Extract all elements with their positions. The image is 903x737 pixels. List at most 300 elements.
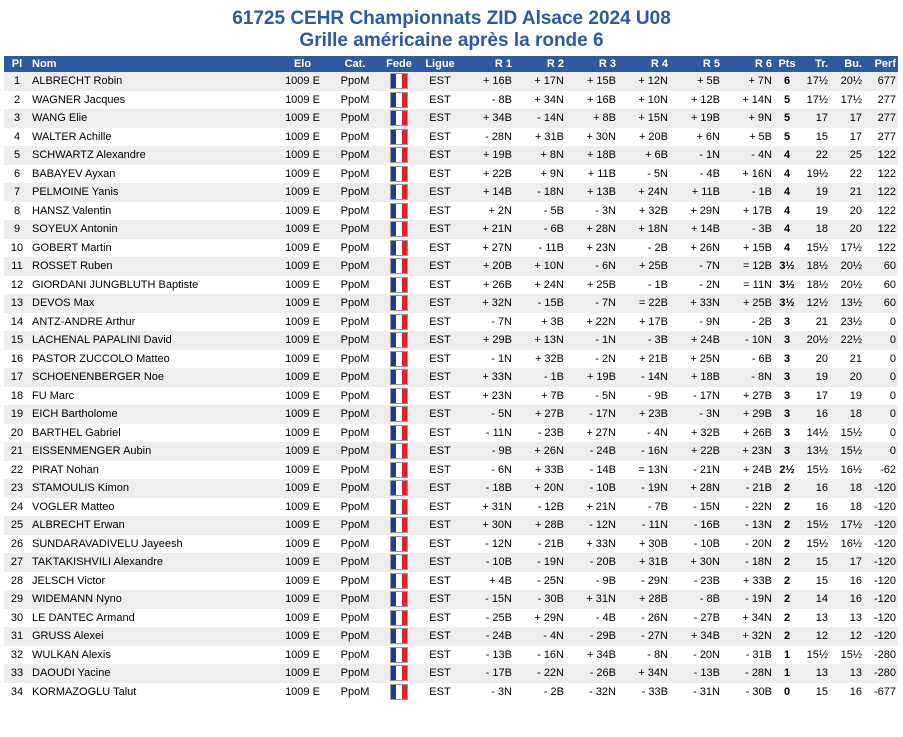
cell-r3: - 12N: [566, 516, 618, 535]
cell-r5: - 23B: [670, 572, 722, 591]
player-name[interactable]: EISSENMENGER Aubin: [30, 442, 275, 461]
cell-fede: [380, 683, 418, 702]
cell-bu: 17: [830, 128, 864, 147]
france-flag-icon: [390, 332, 408, 348]
cell-tr: 14: [800, 590, 830, 609]
cell-ligue: EST: [418, 257, 462, 276]
cell-tr: 15½: [800, 516, 830, 535]
player-name[interactable]: WANG Elie: [30, 109, 275, 128]
player-name[interactable]: WIDEMANN Nyno: [30, 590, 275, 609]
cell-r5: + 14B: [670, 220, 722, 239]
player-name[interactable]: JELSCH Victor: [30, 572, 275, 591]
cell-fede: [380, 239, 418, 258]
table-row: [4, 609, 898, 628]
cell-tr: 20: [800, 350, 830, 369]
cell-perf: 0: [864, 331, 898, 350]
cell-r4: - 27N: [618, 627, 670, 646]
cell-r2: - 11B: [514, 239, 566, 258]
player-name[interactable]: FU Marc: [30, 387, 275, 406]
cell-r4: - 9B: [618, 387, 670, 406]
player-name[interactable]: SCHOENENBERGER Noe: [30, 368, 275, 387]
france-flag-icon: [390, 203, 408, 219]
cell-pl: 17: [4, 368, 30, 387]
player-name[interactable]: DEVOS Max: [30, 294, 275, 313]
cell-r2: + 33B: [514, 461, 566, 480]
cell-r4: - 14N: [618, 368, 670, 387]
cell-r1: + 34B: [462, 109, 514, 128]
cell-r4: - 16N: [618, 442, 670, 461]
cell-ligue: EST: [418, 128, 462, 147]
player-name[interactable]: BABAYEV Ayxan: [30, 165, 275, 184]
cell-r6: + 5B: [722, 128, 774, 147]
cell-r6: - 19N: [722, 590, 774, 609]
table-row: [4, 479, 898, 498]
cell-r3: + 27N: [566, 424, 618, 443]
cell-perf: -120: [864, 516, 898, 535]
cell-r3: + 16B: [566, 91, 618, 110]
cell-r6: - 20N: [722, 535, 774, 554]
cell-ligue: EST: [418, 313, 462, 332]
cell-r3: + 13B: [566, 183, 618, 202]
cell-pl: 12: [4, 276, 30, 295]
table-row: [4, 202, 898, 221]
player-name[interactable]: KORMAZOGLU Talut: [30, 683, 275, 702]
player-name[interactable]: ROSSET Ruben: [30, 257, 275, 276]
cell-r5: + 19B: [670, 109, 722, 128]
header-bu[interactable]: Bu.: [830, 56, 864, 72]
cell-bu: 17½: [830, 91, 864, 110]
france-flag-icon: [390, 517, 408, 533]
cell-r5: - 1N: [670, 146, 722, 165]
cell-pts: 3: [774, 350, 800, 369]
cell-bu: 16½: [830, 535, 864, 554]
cell-tr: 16: [800, 405, 830, 424]
cell-r1: - 28N: [462, 128, 514, 147]
cell-ligue: EST: [418, 202, 462, 221]
table-row: [4, 590, 898, 609]
cell-tr: 13: [800, 609, 830, 628]
france-flag-icon: [390, 240, 408, 256]
cell-r4: - 29N: [618, 572, 670, 591]
header-r3[interactable]: R 3: [566, 56, 618, 72]
cell-tr: 17: [800, 109, 830, 128]
cell-r1: - 6N: [462, 461, 514, 480]
cell-fede: [380, 350, 418, 369]
cell-elo: 1009 E: [275, 294, 330, 313]
player-name[interactable]: GRUSS Alexei: [30, 627, 275, 646]
cell-bu: 12: [830, 627, 864, 646]
cell-r6: - 28N: [722, 664, 774, 683]
cell-fede: [380, 331, 418, 350]
cell-r6: - 6B: [722, 350, 774, 369]
table-row: [4, 424, 898, 443]
table-row: [4, 498, 898, 517]
cell-cat: PpoM: [330, 350, 380, 369]
cell-pl: 10: [4, 239, 30, 258]
table-row: [4, 405, 898, 424]
cell-r6: + 25B: [722, 294, 774, 313]
cell-fede: [380, 442, 418, 461]
cell-cat: PpoM: [330, 257, 380, 276]
player-name[interactable]: WULKAN Alexis: [30, 646, 275, 665]
cell-tr: 18½: [800, 276, 830, 295]
cell-r3: - 29B: [566, 627, 618, 646]
table-row: [4, 572, 898, 591]
cell-elo: 1009 E: [275, 683, 330, 702]
cell-r2: - 5B: [514, 202, 566, 221]
player-name[interactable]: SUNDARAVADIVELU Jayeesh: [30, 535, 275, 554]
cell-bu: 17½: [830, 516, 864, 535]
cell-pts: 3½: [774, 294, 800, 313]
cell-ligue: EST: [418, 331, 462, 350]
cell-pl: 27: [4, 553, 30, 572]
cell-bu: 19: [830, 387, 864, 406]
cell-r4: - 26N: [618, 609, 670, 628]
cell-bu: 13: [830, 664, 864, 683]
france-flag-icon: [390, 554, 408, 570]
france-flag-icon: [390, 628, 408, 644]
cell-cat: PpoM: [330, 516, 380, 535]
header-pts[interactable]: Pts: [774, 56, 800, 72]
player-name[interactable]: GIORDANI JUNGBLUTH Baptiste: [30, 276, 275, 295]
cell-r4: - 19N: [618, 479, 670, 498]
player-name[interactable]: PASTOR ZUCCOLO Matteo: [30, 350, 275, 369]
cell-r1: - 17B: [462, 664, 514, 683]
cell-r5: + 28N: [670, 479, 722, 498]
header-cat[interactable]: Cat.: [330, 56, 380, 72]
cell-pl: 13: [4, 294, 30, 313]
cell-tr: 18: [800, 220, 830, 239]
cell-perf: 122: [864, 183, 898, 202]
cell-r6: - 31B: [722, 646, 774, 665]
cell-cat: PpoM: [330, 646, 380, 665]
cell-pl: 31: [4, 627, 30, 646]
cell-r2: + 7B: [514, 387, 566, 406]
cell-tr: 12: [800, 627, 830, 646]
cell-cat: PpoM: [330, 91, 380, 110]
cell-elo: 1009 E: [275, 146, 330, 165]
player-name[interactable]: STAMOULIS Kimon: [30, 479, 275, 498]
cell-r6: - 18N: [722, 553, 774, 572]
france-flag-icon: [390, 610, 408, 626]
cell-tr: 19: [800, 183, 830, 202]
cell-perf: 122: [864, 165, 898, 184]
cell-fede: [380, 128, 418, 147]
cell-r1: - 3N: [462, 683, 514, 702]
cell-r1: - 11N: [462, 424, 514, 443]
cell-pl: 26: [4, 535, 30, 554]
cell-r3: - 17N: [566, 405, 618, 424]
header-perf[interactable]: Perf: [864, 56, 898, 72]
cell-ligue: EST: [418, 498, 462, 517]
header-nom[interactable]: Nom: [30, 56, 275, 72]
cell-elo: 1009 E: [275, 572, 330, 591]
cell-pts: 4: [774, 165, 800, 184]
header-r2[interactable]: R 2: [514, 56, 566, 72]
cell-r5: - 20N: [670, 646, 722, 665]
cell-fede: [380, 590, 418, 609]
cell-r1: - 24B: [462, 627, 514, 646]
cell-r2: + 24N: [514, 276, 566, 295]
cell-r4: - 7B: [618, 498, 670, 517]
cell-tr: 15½: [800, 646, 830, 665]
cell-r1: + 30N: [462, 516, 514, 535]
header-r1[interactable]: R 1: [462, 56, 514, 72]
cell-r3: + 30N: [566, 128, 618, 147]
cell-ligue: EST: [418, 479, 462, 498]
player-name[interactable]: ANTZ-ANDRE Arthur: [30, 313, 275, 332]
cell-r2: + 32B: [514, 350, 566, 369]
cell-cat: PpoM: [330, 627, 380, 646]
table-row: [4, 331, 898, 350]
cell-ligue: EST: [418, 572, 462, 591]
cell-r3: + 33N: [566, 535, 618, 554]
france-flag-icon: [390, 499, 408, 515]
table-row: [4, 664, 898, 683]
player-name[interactable]: PELMOINE Yanis: [30, 183, 275, 202]
player-name[interactable]: VOGLER Matteo: [30, 498, 275, 517]
cell-r2: - 4N: [514, 627, 566, 646]
cell-perf: 60: [864, 294, 898, 313]
cell-ligue: EST: [418, 165, 462, 184]
cell-r6: + 32N: [722, 627, 774, 646]
cell-cat: PpoM: [330, 683, 380, 702]
cell-fede: [380, 72, 418, 91]
cell-r2: - 18N: [514, 183, 566, 202]
cell-elo: 1009 E: [275, 590, 330, 609]
cell-r4: - 2B: [618, 239, 670, 258]
player-name[interactable]: ALBRECHT Robin: [30, 72, 275, 91]
cell-elo: 1009 E: [275, 498, 330, 517]
table-row: [4, 442, 898, 461]
cell-elo: 1009 E: [275, 405, 330, 424]
france-flag-icon: [390, 351, 408, 367]
cell-r3: - 7N: [566, 294, 618, 313]
header-fede[interactable]: Fede: [380, 56, 418, 72]
cell-r5: - 17N: [670, 387, 722, 406]
header-r4[interactable]: R 4: [618, 56, 670, 72]
cell-ligue: EST: [418, 405, 462, 424]
cell-elo: 1009 E: [275, 442, 330, 461]
cell-tr: 13: [800, 664, 830, 683]
cell-r1: + 27N: [462, 239, 514, 258]
france-flag-icon: [390, 147, 408, 163]
cell-r4: + 21B: [618, 350, 670, 369]
cell-pts: 2½: [774, 461, 800, 480]
cell-r2: + 20N: [514, 479, 566, 498]
cell-r2: + 27B: [514, 405, 566, 424]
cell-pl: 19: [4, 405, 30, 424]
player-name[interactable]: DAOUDI Yacine: [30, 664, 275, 683]
header-r5[interactable]: R 5: [670, 56, 722, 72]
cell-r1: + 4B: [462, 572, 514, 591]
cell-cat: PpoM: [330, 368, 380, 387]
cell-cat: PpoM: [330, 294, 380, 313]
player-name[interactable]: GOBERT Martin: [30, 239, 275, 258]
player-name[interactable]: WALTER Achille: [30, 128, 275, 147]
cell-r3: + 15B: [566, 72, 618, 91]
table-row: [4, 646, 898, 665]
cell-r3: + 31N: [566, 590, 618, 609]
cell-perf: -120: [864, 535, 898, 554]
cell-pts: 2: [774, 590, 800, 609]
cell-pts: 3: [774, 405, 800, 424]
cell-r2: - 21B: [514, 535, 566, 554]
cell-r1: - 18B: [462, 479, 514, 498]
cell-elo: 1009 E: [275, 313, 330, 332]
cell-pts: 5: [774, 91, 800, 110]
cell-r2: + 9N: [514, 165, 566, 184]
cell-r5: - 31N: [670, 683, 722, 702]
cell-r4: + 28B: [618, 590, 670, 609]
cell-pl: 11: [4, 257, 30, 276]
cell-pl: 16: [4, 350, 30, 369]
cell-pl: 33: [4, 664, 30, 683]
cell-ligue: EST: [418, 664, 462, 683]
cell-tr: 14½: [800, 424, 830, 443]
table-row: [4, 313, 898, 332]
cell-r2: + 31B: [514, 128, 566, 147]
cell-bu: 20½: [830, 257, 864, 276]
cell-perf: -120: [864, 553, 898, 572]
player-name[interactable]: TAKTAKISHVILI Alexandre: [30, 553, 275, 572]
cell-pts: 0: [774, 683, 800, 702]
cell-pl: 2: [4, 91, 30, 110]
cell-r3: - 24B: [566, 442, 618, 461]
cell-elo: 1009 E: [275, 331, 330, 350]
cell-r3: + 11B: [566, 165, 618, 184]
cell-tr: 19: [800, 368, 830, 387]
cell-r5: + 25N: [670, 350, 722, 369]
cell-r1: + 21N: [462, 220, 514, 239]
cell-pl: 6: [4, 165, 30, 184]
player-name[interactable]: LE DANTEC Armand: [30, 609, 275, 628]
table-row: [4, 257, 898, 276]
cell-r5: + 32B: [670, 424, 722, 443]
cell-r6: - 1B: [722, 183, 774, 202]
player-name[interactable]: ALBRECHT Erwan: [30, 516, 275, 535]
cell-ligue: EST: [418, 350, 462, 369]
cell-fede: [380, 572, 418, 591]
header-r6[interactable]: R 6: [722, 56, 774, 72]
player-name[interactable]: SOYEUX Antonin: [30, 220, 275, 239]
cell-r1: + 23N: [462, 387, 514, 406]
cell-elo: 1009 E: [275, 72, 330, 91]
cell-r2: - 15B: [514, 294, 566, 313]
player-name[interactable]: PIRAT Nohan: [30, 461, 275, 480]
cell-r6: - 2B: [722, 313, 774, 332]
cell-fede: [380, 276, 418, 295]
cell-perf: 277: [864, 91, 898, 110]
cell-r2: - 23B: [514, 424, 566, 443]
cell-perf: 122: [864, 202, 898, 221]
player-name[interactable]: LACHENAL PAPALINI David: [30, 331, 275, 350]
cell-r1: + 14B: [462, 183, 514, 202]
table-row: [4, 146, 898, 165]
cell-fede: [380, 664, 418, 683]
cell-pts: 5: [774, 128, 800, 147]
cell-perf: 60: [864, 257, 898, 276]
cell-pl: 21: [4, 442, 30, 461]
cell-fede: [380, 387, 418, 406]
cell-cat: PpoM: [330, 220, 380, 239]
cell-r5: - 10B: [670, 535, 722, 554]
cell-ligue: EST: [418, 683, 462, 702]
cell-fede: [380, 535, 418, 554]
player-name[interactable]: BARTHEL Gabriel: [30, 424, 275, 443]
header-ligue[interactable]: Ligue: [418, 56, 462, 72]
table-row: [4, 461, 898, 480]
player-name[interactable]: HANSZ Valentin: [30, 202, 275, 221]
cell-r2: - 2B: [514, 683, 566, 702]
cell-r4: + 32B: [618, 202, 670, 221]
cell-fede: [380, 609, 418, 628]
cell-r5: - 13B: [670, 664, 722, 683]
cell-r1: + 31N: [462, 498, 514, 517]
france-flag-icon: [390, 166, 408, 182]
cell-r1: - 10B: [462, 553, 514, 572]
header-tr[interactable]: Tr.: [800, 56, 830, 72]
cell-perf: -62: [864, 461, 898, 480]
cell-r6: + 14N: [722, 91, 774, 110]
france-flag-icon: [390, 388, 408, 404]
player-name[interactable]: EICH Bartholome: [30, 405, 275, 424]
cell-cat: PpoM: [330, 664, 380, 683]
cell-bu: 15½: [830, 646, 864, 665]
cell-fede: [380, 202, 418, 221]
cell-fede: [380, 294, 418, 313]
cell-pl: 14: [4, 313, 30, 332]
cell-elo: 1009 E: [275, 183, 330, 202]
table-header-row: [4, 56, 898, 72]
standings-table: [4, 56, 898, 701]
cell-perf: -120: [864, 498, 898, 517]
cell-r3: - 2N: [566, 350, 618, 369]
cell-pts: 4: [774, 202, 800, 221]
cell-ligue: EST: [418, 368, 462, 387]
france-flag-icon: [390, 258, 408, 274]
header-elo[interactable]: Elo: [275, 56, 330, 72]
cell-pts: 3: [774, 442, 800, 461]
france-flag-icon: [390, 221, 408, 237]
cell-r1: + 29B: [462, 331, 514, 350]
cell-ligue: EST: [418, 183, 462, 202]
player-name[interactable]: SCHWARTZ Alexandre: [30, 146, 275, 165]
cell-r5: + 18B: [670, 368, 722, 387]
cell-perf: 122: [864, 239, 898, 258]
cell-pl: 15: [4, 331, 30, 350]
cell-perf: 122: [864, 146, 898, 165]
player-name[interactable]: WAGNER Jacques: [30, 91, 275, 110]
cell-ligue: EST: [418, 553, 462, 572]
cell-elo: 1009 E: [275, 165, 330, 184]
cell-r4: - 11N: [618, 516, 670, 535]
cell-pts: 2: [774, 572, 800, 591]
cell-pts: 3: [774, 313, 800, 332]
cell-r6: + 33B: [722, 572, 774, 591]
france-flag-icon: [390, 573, 408, 589]
header-pl[interactable]: Pl: [4, 56, 30, 72]
cell-r4: = 13N: [618, 461, 670, 480]
cell-r1: + 22B: [462, 165, 514, 184]
cell-r6: - 4N: [722, 146, 774, 165]
cell-r6: + 29B: [722, 405, 774, 424]
france-flag-icon: [390, 184, 408, 200]
cell-r2: - 14N: [514, 109, 566, 128]
cell-r5: + 6N: [670, 128, 722, 147]
cell-perf: 0: [864, 350, 898, 369]
cell-r6: + 15B: [722, 239, 774, 258]
